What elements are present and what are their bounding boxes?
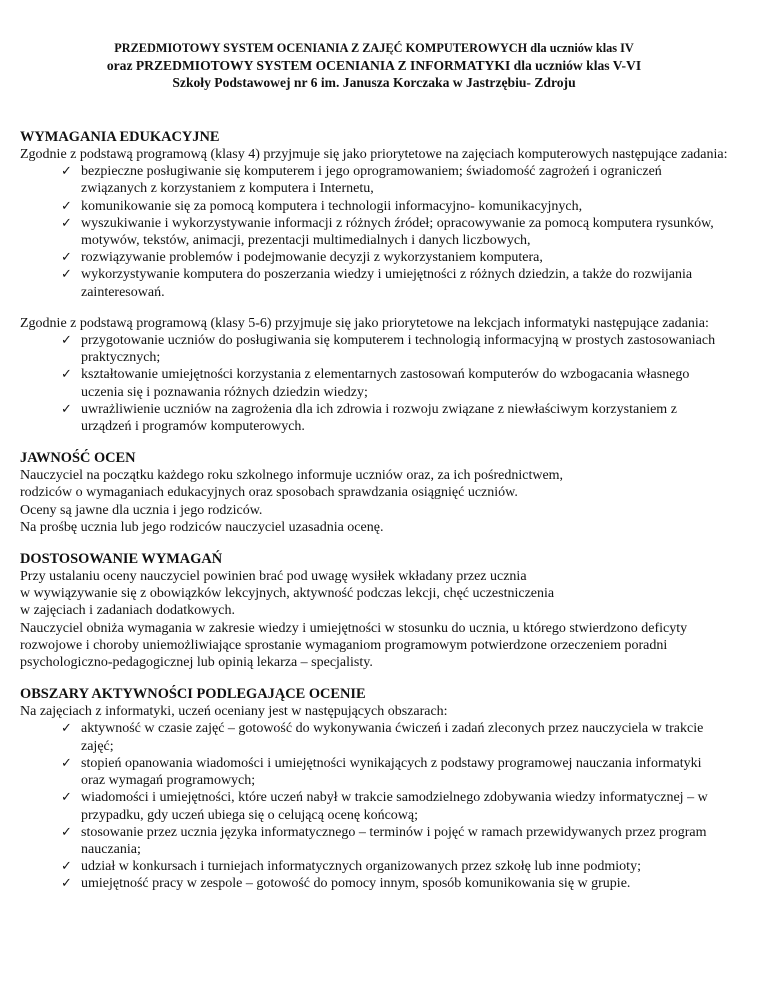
list-item-text: bezpieczne posługiwanie się komputerem i jego oprogramowaniem; świadomość zagrożeń i ograniczeń związanych z korzystaniem z komputera i Internetu, xyxy=(81,164,662,197)
list-item xyxy=(61,401,728,435)
checkmark-icon: ✓ xyxy=(61,824,72,840)
section-heading-dostosowanie: DOSTOSOWANIE WYMAGAŃ xyxy=(20,551,223,568)
jawnosc-line-3: Oceny są jawne dla ucznia i jego rodziców. xyxy=(20,502,263,518)
dostosowanie-line-3: w zajęciach i zadaniach dodatkowych. xyxy=(20,603,235,619)
checkmark-icon: ✓ xyxy=(61,164,72,180)
list-item-text: uwrażliwienie uczniów na zagrożenia dla ich zdrowia i rozwoju związane z niewłaściwym korzystaniem z urządzeń i programów komputerowych. xyxy=(81,401,677,435)
section-heading-wymagania: WYMAGANIA EDUKACYJNE xyxy=(20,129,220,145)
jawnosc-line-1: Nauczyciel na początku każdego roku szkolnego informuje uczniów oraz, za ich pośrednictwem, xyxy=(20,468,564,484)
checkmark-icon: ✓ xyxy=(61,367,72,383)
list-item-text: kształtowanie umiejętności korzystania z elementarnych zastosowań komputerów do wzbogacania własnego uczenia się i poznawania różnych dziedzin wiedzy; xyxy=(81,367,690,400)
list-item-text: umiejętność pracy w zespole – gotowość do pomocy innym, sposób komunikowania się w grupie. xyxy=(81,876,631,892)
section-heading-jawnosc: JAWNOŚĆ OCEN xyxy=(20,450,136,467)
checkmark-icon: ✓ xyxy=(61,790,72,806)
wymagania-intro-2: Zgodnie z podstawą programową (klasy 5-6) przyjmuje się jako priorytetowe na lekcjach informatyki następujące zadania: xyxy=(20,315,709,331)
checkmark-icon: ✓ xyxy=(61,215,72,231)
checkmark-icon: ✓ xyxy=(61,198,72,214)
dostosowanie-line-2: w wywiązywanie się z obowiązków lekcyjnych, aktywność podczas lekcji, chęć uczestniczenia xyxy=(20,586,555,602)
list-item xyxy=(61,875,728,892)
list-item-text: wiadomości i umiejętności, które uczeń nabył w trakcie samodzielnego zdobywania wiedzy informatycznej – w przypadku, gdy uczeń ubiega się o celującą ocenę końcową; xyxy=(81,790,708,823)
section-jawnosc xyxy=(20,450,728,536)
checkmark-icon: ✓ xyxy=(61,876,72,892)
jawnosc-line-4: Na prośbę ucznia lub jego rodziców nauczyciel uzasadnia ocenę. xyxy=(20,519,384,535)
dostosowanie-line-4: Nauczyciel obniża wymagania w zakresie wiedzy i umiejętności w stosunku do ucznia, u którego stwierdzono deficyty rozwojowe i choroby uniemożliwiające sprostanie wymaganiom programowym potwierdzone orzeczeniem poradni psychologiczno-pedagogicznej lub opinią lekarza – specjalisty. xyxy=(20,620,688,671)
list-item-text: komunikowanie się za pomocą komputera i technologii informacyjno- komunikacyjnych, xyxy=(81,198,583,214)
obszary-intro: Na zajęciach z informatyki, uczeń oceniany jest w następujących obszarach: xyxy=(20,704,448,720)
header-line-2: oraz PRZEDMIOTOWY SYSTEM OCENIANIA Z INFORMATYKI dla uczniów klas V-VI xyxy=(106,58,642,73)
list-item xyxy=(61,824,728,858)
list-item-text: aktywność w czasie zajęć – gotowość do wykonywania ćwiczeń i zadań zleconych przez nauczyciela w trakcie zajęć; xyxy=(81,721,704,754)
wymagania-intro-1: Zgodnie z podstawą programową (klasy 4) przyjmuje się jako priorytetowe na zajęciach komputerowych następujące zadania: xyxy=(20,147,728,162)
list-item xyxy=(61,366,728,400)
dostosowanie-line-1: Przy ustalaniu oceny nauczyciel powinien brać pod uwagę wysiłek wkładany przez ucznia xyxy=(20,569,527,585)
header-line-1: PRZEDMIOTOWY SYSTEM OCENIANIA Z ZAJĘĆ KOMPUTEROWYCH dla uczniów klas IV xyxy=(114,41,634,55)
list-item-text: przygotowanie uczniów do posługiwania się komputerem i technologią informacyjną w prostych zastosowaniach praktycznych; xyxy=(81,333,716,366)
jawnosc-line-2: rodziców o wymaganiach edukacyjnych oraz sposobach sprawdzania osiągnięć uczniów. xyxy=(20,485,518,501)
checkmark-icon: ✓ xyxy=(61,859,72,875)
checkmark-icon: ✓ xyxy=(61,250,72,266)
section-dostosowanie xyxy=(20,551,728,671)
checkmark-icon: ✓ xyxy=(61,721,72,737)
list-item xyxy=(61,215,728,249)
section-heading-obszary: OBSZARY AKTYWNOŚCI PODLEGAJĄCE OCENIE xyxy=(20,686,366,703)
obszary-list xyxy=(20,720,728,892)
checkmark-icon: ✓ xyxy=(61,401,72,417)
list-item-text: wyszukiwanie i wykorzystywanie informacji z różnych źródeł; opracowywanie za pomocą komputera rysunków, motywów, tekstów, animacji, prezentacji multimedialnych i danych liczbowych, xyxy=(81,215,714,249)
header-line-3: Szkoły Podstawowej nr 6 im. Janusza Korczaka w Jastrzębiu- Zdroju xyxy=(172,75,576,90)
list-item xyxy=(61,789,728,823)
list-item xyxy=(61,858,728,875)
list-item-text: stosowanie przez ucznia języka informatycznego – terminów i pojęć w ramach przewidywanych przez program nauczania; xyxy=(81,824,707,857)
section-wymagania xyxy=(20,129,728,435)
list-item xyxy=(61,266,728,300)
document-header xyxy=(20,40,728,91)
list-item-text: rozwiązywanie problemów i podejmowanie decyzji z wykorzystaniem komputera, xyxy=(81,250,543,266)
list-item-text: wykorzystywanie komputera do poszerzania wiedzy i umiejętności z różnych dziedzin, a także do rozwijania zainteresowań. xyxy=(81,267,693,300)
list-item xyxy=(61,163,728,197)
checkmark-icon: ✓ xyxy=(61,267,72,283)
list-item-text: udział w konkursach i turniejach informatycznych organizowanych przez szkołę lub inne podmioty; xyxy=(81,859,641,875)
list-item xyxy=(61,332,728,366)
wymagania-list-1 xyxy=(20,163,728,301)
list-item-text: stopień opanowania wiadomości i umiejętności wynikających z podstawy programowej nauczania informatyki oraz wymagań programowych; xyxy=(81,755,702,789)
spacer xyxy=(20,301,728,315)
list-item xyxy=(61,198,728,215)
wymagania-list-2 xyxy=(20,332,728,435)
list-item xyxy=(61,720,728,754)
checkmark-icon: ✓ xyxy=(61,333,72,349)
section-obszary xyxy=(20,686,728,892)
checkmark-icon: ✓ xyxy=(61,755,72,771)
list-item xyxy=(61,249,728,266)
list-item xyxy=(61,755,728,789)
